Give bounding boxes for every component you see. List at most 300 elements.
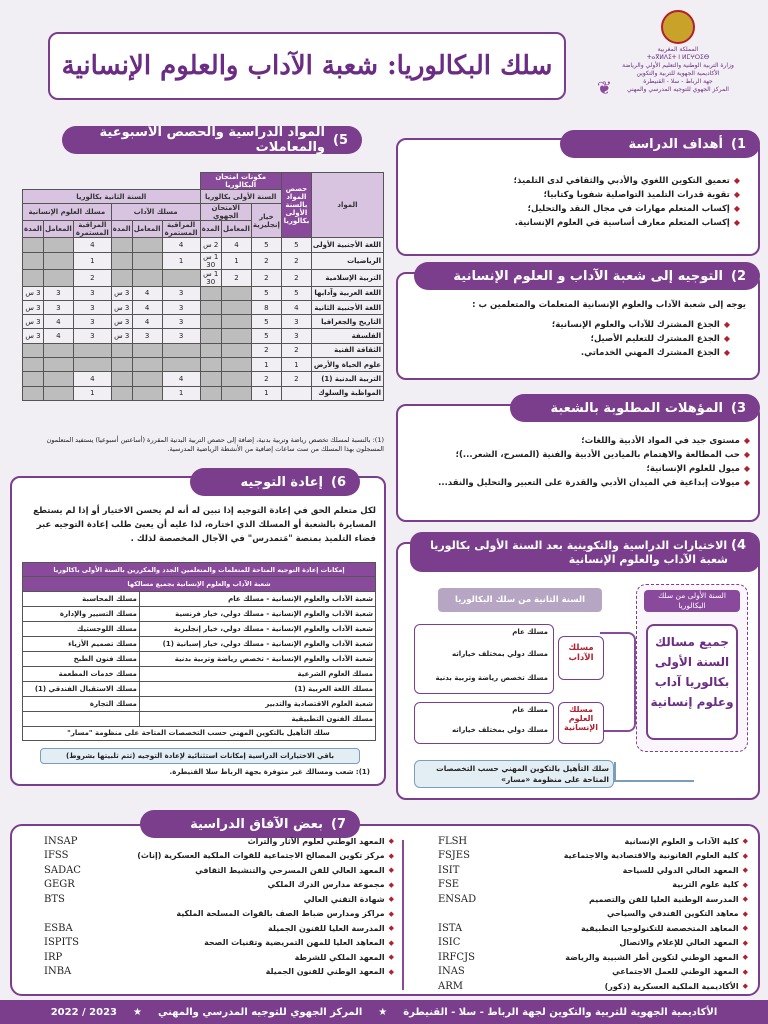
col-year1: السنة الأولى بكالوريا	[200, 190, 281, 204]
table-row	[23, 300, 384, 314]
skills-list	[410, 434, 750, 490]
table-cell	[221, 300, 251, 314]
table-cell	[200, 358, 221, 372]
ministry-line: الأكاديمية الجهوية للتربية والتكوين	[636, 70, 720, 77]
horizon-acronym: ISIC	[438, 937, 461, 949]
table-cell	[43, 252, 73, 269]
col-coef: المعامل	[221, 221, 251, 238]
list-item: ◆ ميول للعلوم الإنسانية؛	[646, 464, 750, 474]
list-item	[418, 979, 748, 994]
table-cell	[200, 343, 221, 357]
reorientation-vocational-row: سلك التأهيل بالتكوين المهني حسب التخصصات المتاحة على منظومة "مسار"	[23, 726, 376, 740]
table-row	[23, 696, 376, 711]
bullet-icon: ◆	[742, 938, 748, 947]
table-cell	[221, 358, 251, 372]
table-cell	[132, 343, 162, 357]
section-number: 4)	[731, 538, 746, 553]
bullet-icon: ◆	[388, 924, 394, 933]
table-cell: مسلك اللوجستيك	[23, 621, 140, 636]
ministry-logo-block	[596, 10, 760, 110]
star-icon: ★	[133, 1006, 142, 1018]
table-cell	[111, 252, 132, 269]
table-cell	[43, 358, 73, 372]
vocational-box: سلك التأهيل بالتكوين المهني حسب التخصصات المتاحة على منظومة «مسار»	[414, 760, 614, 788]
table-cell	[221, 286, 251, 300]
objectives-header	[560, 130, 760, 158]
table-cell: 2	[251, 343, 281, 357]
objectives-list	[410, 174, 740, 230]
table-cell: 4	[132, 315, 162, 329]
list-item	[24, 849, 394, 864]
list-item: مسلك دولي بمختلف خياراته	[451, 650, 548, 658]
title-banner	[48, 32, 566, 100]
table-cell: شعبة الآداب والعلوم الإنسانية - مسلك دولي، خيار إنجليزية	[139, 621, 375, 636]
horizon-acronym: IRP	[44, 951, 63, 963]
star-icon: ★	[378, 1006, 388, 1018]
table-cell	[162, 343, 200, 357]
table-cell: 3 س	[111, 315, 132, 329]
list-item	[24, 921, 394, 936]
horizons-list-left	[24, 834, 394, 979]
subject-cell: التربية البدنية (1)	[311, 372, 383, 386]
table-cell	[23, 711, 140, 726]
table-cell: 2	[281, 372, 311, 386]
table-cell: 3	[281, 329, 311, 343]
horizon-acronym: GEGR	[44, 879, 75, 891]
table-cell: 2	[251, 372, 281, 386]
subjects-table-wrap	[22, 172, 384, 401]
section-number: 7)	[331, 816, 346, 832]
col-exam: مكونات امتحان البكالوريا	[200, 173, 281, 190]
horizon-name: مراكز ومدارس ضباط الصف بالقوات المسلحة الملكية	[176, 909, 385, 919]
table-cell: 3 س	[23, 329, 44, 343]
section-title: إعادة التوجيه	[240, 474, 323, 490]
list-item	[24, 950, 394, 965]
table-cell	[43, 386, 73, 400]
table-cell	[23, 252, 44, 269]
ministry-line: المملكة المغربية	[657, 46, 699, 53]
horizon-acronym: ISTA	[438, 922, 463, 934]
table-cell: 3 س	[23, 315, 44, 329]
subject-cell: المواظبة والسلوك	[311, 386, 383, 400]
table-row	[23, 606, 376, 621]
reorientation-footnote: (1): شعب ومسالك غير متوفرة بجهة الرباط سلا القنيطرة.	[169, 768, 370, 776]
bullet-icon: ◆	[742, 895, 748, 904]
table-cell: 1 س 30	[200, 252, 221, 269]
bullet-icon: ◆	[743, 450, 750, 459]
bullet-icon: ◆	[388, 851, 394, 860]
list-item	[418, 950, 748, 965]
list-item: ◆ حب المطالعة والاهتمام بالميادين الأدبية والفنية (المسرح، الشعر...)؛	[455, 450, 750, 460]
bullet-icon: ◆	[388, 953, 394, 962]
bullet-icon: ◆	[742, 924, 748, 933]
table-cell	[111, 372, 132, 386]
subject-cell: الفلسفة	[311, 329, 383, 343]
ministry-line: ⵜⴰⴳⵍⴷⵉⵜ ⵏ ⵍⵎⵖⵔⵉⴱ	[646, 54, 710, 61]
bullet-icon: ◆	[723, 348, 730, 357]
table-cell	[43, 343, 73, 357]
table-cell: 1	[221, 252, 251, 269]
table-cell	[221, 329, 251, 343]
horizon-acronym: FLSH	[438, 835, 468, 847]
connector-bracket	[600, 632, 636, 732]
col-humanities: مسلك العلوم الإنسانية	[23, 204, 112, 221]
table-cell: 4	[132, 286, 162, 300]
section-subtitle: شعبة الآداب والعلوم الإنسانية	[568, 553, 728, 566]
table-row	[23, 651, 376, 666]
table-row	[23, 591, 376, 606]
table-cell	[111, 343, 132, 357]
table-cell: 3	[73, 315, 111, 329]
table-cell: 3	[73, 286, 111, 300]
table-cell: 1	[281, 358, 311, 372]
table-cell: 5	[251, 329, 281, 343]
table-cell: 8	[251, 300, 281, 314]
flower-ornament-icon: ❦	[596, 78, 612, 99]
table-cell	[200, 300, 221, 314]
table-cell: 3 س	[111, 329, 132, 343]
section-number: 5)	[333, 132, 348, 148]
section-title: الاختيارات الدراسية والتكوينية بعد السنة الأولى بكالوريا	[430, 539, 728, 552]
horizon-acronym: INAS	[438, 966, 465, 978]
bullet-icon: ◆	[733, 218, 740, 227]
table-cell	[111, 386, 132, 400]
table-cell: شعبة الآداب والعلوم الإنسانية - مسلك دولي، خيار فرنسية	[139, 606, 375, 621]
horizon-acronym: ISIT	[438, 864, 460, 876]
list-item	[24, 834, 394, 849]
col-continuous: المراقبة المستمرة	[162, 221, 200, 238]
bullet-icon: ◆	[388, 880, 394, 889]
bullet-icon: ◆	[743, 436, 750, 445]
list-item	[24, 878, 394, 893]
subject-cell: اللغة العربية وآدابها	[311, 286, 383, 300]
horizon-name: المدرسة العليا للفنون الجميلة	[268, 923, 385, 933]
table-cell	[43, 372, 73, 386]
list-item: ◆ ميولات إبداعية في الميدان الأدبي والقدرة على التعبير والتحليل والنقد...	[438, 478, 750, 488]
horizon-acronym: FSE	[438, 879, 460, 891]
table-cell: مسلك اللغة العربية (1)	[139, 681, 375, 696]
col-national-coef: المعامل	[132, 221, 162, 238]
list-item	[24, 936, 394, 951]
table-cell	[23, 358, 44, 372]
table-row	[23, 269, 384, 286]
table-cell: 4	[162, 372, 200, 386]
table-cell: 2	[281, 269, 311, 286]
table-cell	[132, 238, 162, 252]
list-item	[418, 863, 748, 878]
bullet-icon: ◆	[388, 938, 394, 947]
first-year-text: جميع مسالك السنة الأولى بكالوريا آداب وعلوم إنسانية	[646, 624, 738, 740]
col-subjects: المواد	[311, 173, 383, 238]
table-cell	[200, 386, 221, 400]
list-item	[418, 907, 748, 922]
table-cell: 5	[251, 286, 281, 300]
table-cell: 3 س	[111, 300, 132, 314]
bullet-icon: ◆	[733, 190, 740, 199]
table-cell	[111, 269, 132, 286]
footer-bar	[0, 1000, 768, 1024]
reorientation-text: لكل متعلم الحق في إعادة التوجيه إذا تبين له أنه لم يحسن الاختيار أو إذا لم يستطع المسايرة بالشعبة أو المسلك الذي اختاره، لذا عليه أن يعبئ طلب إعادة التوجيه عبر فضاء التلميذ بمنصة "مَتمدرس" في الآجال المخصصة لذلك .	[33, 506, 376, 544]
table-cell: 4	[43, 315, 73, 329]
table-cell	[221, 315, 251, 329]
table-cell: مسلك المحاسبة	[23, 591, 140, 606]
table-cell: 5	[281, 286, 311, 300]
bullet-icon: ◆	[388, 837, 394, 846]
vocational-arrow-icon	[614, 762, 694, 782]
table-cell: مسلك التسيير والإدارة	[23, 606, 140, 621]
table-cell	[162, 269, 200, 286]
subject-cell: الثقافة الفنية	[311, 343, 383, 357]
table-cell	[132, 386, 162, 400]
table-cell	[221, 386, 251, 400]
table-cell	[23, 386, 44, 400]
table-cell: 3	[73, 300, 111, 314]
table-cell: 4	[73, 372, 111, 386]
subjects-header	[62, 126, 362, 154]
reorientation-table	[22, 562, 376, 741]
table-cell: 4	[221, 238, 251, 252]
horizon-name: المعاهد العليا للمهن التمريضية وتقنيات الصحة	[204, 938, 385, 948]
table-cell: 4	[162, 238, 200, 252]
table-cell	[221, 343, 251, 357]
table-cell	[73, 358, 111, 372]
table-cell	[200, 315, 221, 329]
table-cell: شعبة الآداب والعلوم الإنسانية - مسلك دولي، خيار إسبانية (1)	[139, 636, 375, 651]
table-row	[23, 286, 384, 300]
table-cell: مسلك العلوم الشرعية	[139, 666, 375, 681]
list-item	[24, 907, 394, 922]
divider-ornament	[402, 840, 404, 990]
table-cell: شعبة العلوم الاقتصادية والتدبير	[139, 696, 375, 711]
col-arts: مسلك الآداب	[111, 204, 200, 221]
table-row	[23, 358, 384, 372]
table-cell: 3	[132, 329, 162, 343]
table-cell: 1	[162, 252, 200, 269]
subject-cell: علوم الحياة والأرض	[311, 358, 383, 372]
table-cell: 3 س	[23, 300, 44, 314]
list-item: ◆ مستوى جيد في المواد الأدبية واللغات؛	[581, 436, 750, 446]
bullet-icon: ◆	[388, 895, 394, 904]
section-number: 3)	[731, 400, 746, 416]
horizon-name: المدرسة الوطنية العليا للفن والتصميم	[588, 894, 739, 904]
list-item: ◆ الجذع المشترك للآداب والعلوم الإنسانية؛	[551, 320, 730, 330]
royal-emblem-icon	[661, 10, 695, 44]
bullet-icon: ◆	[742, 967, 748, 976]
table-cell: شعبة الآداب والعلوم الإنسانية - تخصص رياضة وتربية بدنية	[139, 651, 375, 666]
bullet-icon: ◆	[388, 866, 394, 875]
list-item	[24, 892, 394, 907]
horizon-acronym: INSAP	[44, 835, 78, 847]
table-cell: 4	[73, 238, 111, 252]
bullet-icon: ◆	[742, 982, 748, 991]
horizon-name: المعهد العالي الدولي للسياحة	[622, 865, 739, 875]
list-item: مسلك تخصص رياضة وتربية بدنية	[435, 674, 548, 682]
choices-header	[410, 532, 760, 572]
table-cell: 2	[281, 343, 311, 357]
ministry-line: وزارة التربية الوطنية والتعليم الأولي والرياضة	[622, 62, 734, 69]
horizon-name: الأكاديمية الملكية العسكرية (ذكور)	[604, 981, 739, 991]
table-cell: 1 س 30	[200, 269, 221, 286]
list-item: مسلك عام	[512, 706, 548, 714]
table-cell	[111, 358, 132, 372]
ministry-line: جهة الرباط - سلا - القنيطرة	[643, 78, 713, 85]
list-item: ◆ الجذع المشترك للتعليم الأصيل؛	[590, 334, 730, 344]
table-cell: 2	[281, 252, 311, 269]
table-row	[23, 343, 384, 357]
horizon-acronym: BTS	[44, 893, 65, 905]
table-row	[23, 315, 384, 329]
horizon-acronym: ENSAD	[438, 893, 477, 905]
table-cell	[132, 269, 162, 286]
bullet-icon: ◆	[742, 837, 748, 846]
horizon-name: مجموعة مدارس الدرك الملكي	[267, 880, 385, 890]
table-row	[23, 666, 376, 681]
table-cell: 1	[251, 386, 281, 400]
section-title: التوجيه إلى شعبة الآداب و العلوم الإنسانية	[453, 268, 723, 284]
col-regional: الامتحان الجهوي	[200, 204, 251, 221]
table-cell	[200, 286, 221, 300]
bullet-icon: ◆	[743, 464, 750, 473]
table-cell	[43, 269, 73, 286]
table-cell: 4	[281, 300, 311, 314]
table-cell	[23, 343, 44, 357]
col-optional-english: خيار إنجليزية	[251, 204, 281, 238]
table-cell: 1	[73, 252, 111, 269]
footer-year: 2023 / 2022	[50, 1006, 118, 1018]
table-row	[23, 372, 384, 386]
orientation-list	[410, 318, 730, 360]
bullet-icon: ◆	[742, 866, 748, 875]
orientation-intro: يوجه إلى شعبة الآداب والعلوم الإنسانية المتعلمات والمتعلمين ب :	[472, 300, 746, 310]
table-cell	[200, 329, 221, 343]
page-title: سلك البكالوريا: شعبة الآداب والعلوم الإنسانية	[61, 51, 553, 81]
table-cell	[281, 386, 311, 400]
horizon-name: كلية علوم التربية	[672, 880, 739, 890]
table-cell	[132, 358, 162, 372]
table-cell: 4	[43, 329, 73, 343]
list-item	[24, 863, 394, 878]
table-cell	[132, 372, 162, 386]
second-year-label: السنة الثانية من سلك البكالوريا	[438, 588, 602, 612]
horizon-acronym: ARM	[438, 980, 463, 992]
horizon-acronym: FSJES	[438, 850, 470, 862]
bullet-icon: ◆	[723, 334, 730, 343]
horizon-name: المعهد العالي للفن المسرحي والتنشيط الثقافي	[195, 865, 385, 875]
section-title: أهداف الدراسة	[628, 136, 723, 152]
table-cell: 2 س	[200, 238, 221, 252]
reorientation-header	[190, 468, 360, 496]
horizon-acronym: IRFCJS	[438, 951, 475, 963]
horizon-name: المعهد العالي للإعلام والاتصال	[619, 938, 739, 948]
horizon-name: معاهد التكوين الفندقي والسياحي	[607, 909, 739, 919]
section-number: 2)	[731, 268, 746, 284]
footer-center: المركز الجهوي للتوجيه المدرسي والمهني	[157, 1006, 363, 1018]
table-cell: مسلك الاستقبال الفندقي (1)	[23, 681, 140, 696]
track-arts: مسلك الآداب	[558, 636, 604, 680]
bullet-icon: ◆	[733, 176, 740, 185]
table-cell: مسلك التجارة	[23, 696, 140, 711]
table-cell: 5	[251, 315, 281, 329]
reorientation-table-body	[23, 591, 376, 726]
table-cell: 5	[251, 238, 281, 252]
table-cell: 3	[162, 300, 200, 314]
table-cell: 3	[162, 315, 200, 329]
table-cell	[200, 372, 221, 386]
list-item: ◆ إكساب المتعلم معارف أساسية في العلوم الإنسانية.	[514, 218, 740, 228]
horizon-name: مركز تكوين المصالح الاجتماعية للقوات الملكية العسكرية (إناث)	[137, 851, 385, 861]
reorientation-table-wrap	[22, 562, 376, 741]
bullet-icon: ◆	[733, 204, 740, 213]
col-year2: السنة الثانية بكالوريا	[23, 190, 201, 204]
table-cell: 2	[221, 269, 251, 286]
subject-cell: التاريخ والجغرافيا	[311, 315, 383, 329]
horizon-acronym: SADAC	[44, 864, 81, 876]
orientation-header	[414, 262, 760, 290]
table-cell: 3	[281, 315, 311, 329]
horizon-name: شهادة التقني العالي	[303, 894, 385, 904]
table-cell: 3 س	[111, 286, 132, 300]
bullet-icon: ◆	[743, 478, 750, 487]
subject-cell: التربية الإسلامية	[311, 269, 383, 286]
table-cell: مسلك خدمات المطعمة	[23, 666, 140, 681]
table-cell: مسلك تصميم الأزياء	[23, 636, 140, 651]
subjects-note: (1): بالنسبة لمسلك تخصص رياضة وتربية بدنية، إضافة إلى حصص التربية البدنية المقررة (أساعتين أسبوعيا) يستفيد المتعلمون المسجلون بهذا المسلك من ست ساعات إضافية من الأنشطة الرياضية المدرسية.	[46, 436, 384, 453]
horizon-name: المعهد الوطني لتكوين أطر الشبيبة والرياضة	[565, 952, 739, 962]
horizons-list-right	[418, 834, 748, 994]
section-title: بعض الآفاق الدراسية	[190, 816, 323, 832]
subject-cell: الرياضيات	[311, 252, 383, 269]
reorientation-table-subtitle: شعبة الآداب والعلوم الإنسانية بجميع مسالكها	[23, 577, 376, 591]
list-item	[418, 921, 748, 936]
table-row	[23, 681, 376, 696]
table-row	[23, 386, 384, 400]
table-cell: 3	[43, 300, 73, 314]
horizon-name: المعهد الوطني للفنون الجميلة	[265, 967, 385, 977]
skills-header	[510, 394, 760, 422]
table-cell: 3	[73, 329, 111, 343]
table-cell: 4	[132, 300, 162, 314]
table-cell	[221, 372, 251, 386]
table-cell: 3	[162, 329, 200, 343]
list-item: ◆ الجذع المشترك المهني الخدماتي.	[580, 348, 730, 358]
section-title: المؤهلات المطلوبة بالشعبة	[550, 400, 723, 416]
horizon-name: المعاهد المتخصصة للتكنولوجيا التطبيقية	[580, 923, 739, 933]
table-cell	[23, 372, 44, 386]
table-cell: 2	[73, 269, 111, 286]
table-row	[23, 621, 376, 636]
col-duration: المدة	[200, 221, 221, 238]
horizon-name: المعهد الملكي للشرطة	[294, 952, 385, 962]
bullet-icon: ◆	[388, 967, 394, 976]
table-row	[23, 238, 384, 252]
col-hours: حصص المواد بالسنة الأولى بكالوريا	[281, 173, 311, 238]
horizon-name: المعهد الوطني للعمل الاجتماعي	[612, 967, 739, 977]
table-cell	[73, 343, 111, 357]
first-year-label: السنة الأولى من سلك البكالوريا	[644, 590, 740, 612]
list-item	[418, 834, 748, 849]
table-cell: 3 س	[23, 286, 44, 300]
bullet-icon: ◆	[742, 953, 748, 962]
table-cell: مسلك فنون الطبخ	[23, 651, 140, 666]
col-continuous: المراقبة المستمرة	[73, 221, 111, 238]
list-item: مسلك عام	[512, 628, 548, 636]
table-row	[23, 329, 384, 343]
table-cell: 1	[162, 386, 200, 400]
horizon-name: كلية العلوم القانونية والاقتصادية والاجتماعية	[563, 851, 739, 861]
table-cell	[132, 252, 162, 269]
bullet-icon: ◆	[742, 909, 748, 918]
section-title: المواد الدراسية والحصص الأسبوعية والمعاملات	[99, 125, 325, 155]
